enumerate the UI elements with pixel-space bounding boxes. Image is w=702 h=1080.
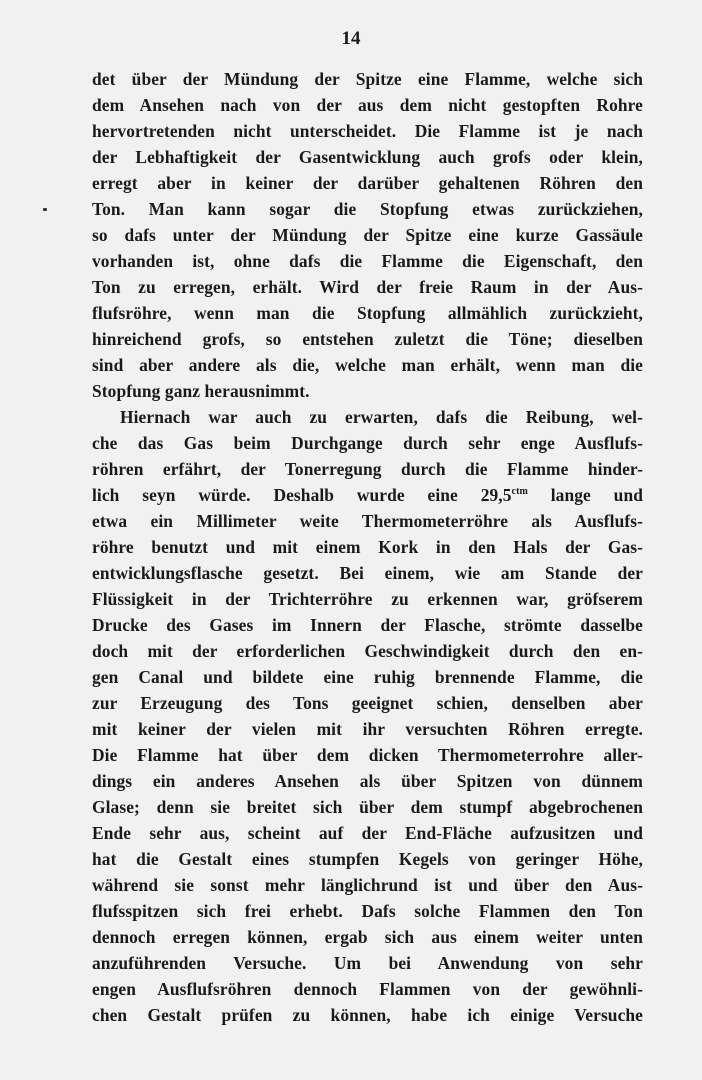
text-line: sind aber andere als die, welche man erhält, wenn man die (92, 355, 643, 375)
text-line: röhren erfährt, der Tonerregung durch die Flamme hinder- (92, 459, 643, 479)
text-line: det über der Mündung der Spitze eine Flamme, welche sich (92, 69, 643, 89)
text-line: dennoch erregen können, ergab sich aus einem weiter unten (92, 927, 643, 947)
text-line: flufsspitzen sich frei erhebt. Dafs solche Flammen den Ton (92, 901, 643, 921)
text-line: Ton zu erregen, erhält. Wird der freie Raum in der Aus- (92, 277, 643, 297)
text-line: Hiernach war auch zu erwarten, dafs die Reibung, wel- (120, 407, 643, 427)
text-line: hervortretenden nicht unterscheidet. Die Flamme ist je nach (92, 121, 643, 141)
paragraph-1 (92, 66, 643, 404)
margin-mark (43, 208, 47, 211)
text-line: Glase; denn sie breitet sich über dem stumpf abgebrochenen (92, 797, 643, 817)
text-line: Stopfung ganz herausnimmt. (92, 381, 310, 401)
text-line: gen Canal und bildete eine ruhig brennende Flamme, die (92, 667, 643, 687)
text-line: zur Erzeugung des Tons geeignet schien, denselben aber (92, 693, 643, 713)
text-line: der Lebhaftigkeit der Gasentwicklung auch grofs oder klein, (92, 147, 643, 167)
text-line: vorhanden ist, ohne dafs die Flamme die Eigenschaft, den (92, 251, 643, 271)
text-line: Drucke des Gases im Innern der Flasche, strömte dasselbe (92, 615, 643, 635)
text-line: röhre benutzt und mit einem Kork in den Hals der Gas- (92, 537, 643, 557)
text-line: erregt aber in keiner der darüber gehaltenen Röhren den (92, 173, 643, 193)
text-line: Die Flamme hat über dem dicken Thermometerrohre aller- (92, 745, 643, 765)
paragraph-2 (92, 404, 643, 1028)
text-line: hat die Gestalt eines stumpfen Kegels von geringer Höhe, (92, 849, 643, 869)
text-line: engen Ausflufsröhren dennoch Flammen von der gewöhnli- (92, 979, 643, 999)
text-line: entwicklungsflasche gesetzt. Bei einem, wie am Stande der (92, 563, 643, 583)
page-number: 14 (341, 28, 361, 49)
text-line: dings ein anderes Ansehen als über Spitzen von dünnem (92, 771, 643, 791)
text-line: chen Gestalt prüfen zu können, habe ich einige Versuche (92, 1005, 643, 1025)
text-line: Flüssigkeit in der Trichterröhre zu erkennen war, gröfserem (92, 589, 643, 609)
text-line: flufsröhre, wenn man die Stopfung allmählich zurückzieht, (92, 303, 643, 323)
text-line: so dafs unter der Mündung der Spitze eine kurze Gassäule (92, 225, 643, 245)
text-line: hinreichend grofs, so entstehen zuletzt die Töne; dieselben (92, 329, 643, 349)
unit-superscript: ctm (511, 486, 528, 498)
text-line: dem Ansehen nach von der aus dem nicht gestopften Rohre (92, 95, 643, 115)
body-text (92, 66, 643, 1028)
text-line: etwa ein Millimeter weite Thermometerröhre als Ausflufs- (92, 511, 643, 531)
text-line: lich seyn würde. Deshalb wurde eine $29,5^{ctm}$ lange und (92, 485, 643, 505)
text-line: che das Gas beim Durchgange durch sehr enge Ausflufs- (92, 433, 643, 453)
text-line: Ende sehr aus, scheint auf der End-Fläche aufzusitzen und (92, 823, 643, 843)
text-line: während sie sonst mehr länglichrund ist und über den Aus- (92, 875, 643, 895)
text-line: doch mit der erforderlichen Geschwindigkeit durch den en- (92, 641, 643, 661)
text-line: Ton. Man kann sogar die Stopfung etwas zurückziehen, (92, 199, 643, 219)
text-line: anzuführenden Versuche. Um bei Anwendung von sehr (92, 953, 643, 973)
text-line: mit keiner der vielen mit ihr versuchten Röhren erregte. (92, 719, 643, 739)
